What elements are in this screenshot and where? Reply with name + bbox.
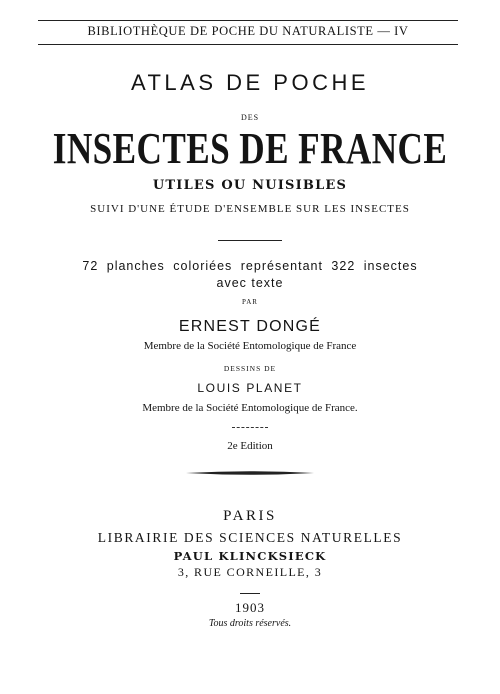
author-prefix: PAR	[242, 298, 258, 306]
title-line-1: ATLAS DE POCHE	[130, 70, 370, 95]
main-title: INSECTES DE FRANCE	[52, 124, 448, 173]
ornament-rule-3	[240, 593, 260, 594]
illustrator-role: Membre de la Société Entomologique de France.	[142, 402, 358, 414]
decorative-rule	[186, 469, 314, 477]
illustrator-prefix: DESSINS DE	[223, 364, 277, 373]
series-rule	[38, 44, 458, 45]
author-name: ERNEST DONGÉ	[178, 318, 322, 335]
publisher-name: PAUL KLINCKSIECK	[173, 549, 327, 563]
rights: Tous droits réservés.	[208, 618, 292, 629]
ornament-rule-2	[232, 427, 268, 428]
address: 3, RUE CORNEILLE, 3	[177, 565, 323, 579]
publisher: LIBRAIRIE DES SCIENCES NATURELLES	[97, 530, 403, 545]
illustrator-name: LOUIS PLANET	[197, 381, 303, 395]
top-rule	[38, 20, 458, 21]
city: PARIS	[223, 508, 277, 524]
edition: 2e Edition	[227, 440, 273, 452]
supplement-line: SUIVI D'UNE ÉTUDE D'ENSEMBLE SUR LES INSECTES	[90, 203, 410, 215]
plates-line-1: 72 planches coloriées représentant 322 insectes	[82, 259, 418, 273]
series-line: BIBLIOTHÈQUE DE POCHE DU NATURALISTE — IV	[87, 24, 409, 38]
year: 1903	[235, 600, 265, 615]
plates-line-2: avec texte	[216, 276, 284, 290]
title-connector: DES	[240, 113, 260, 122]
author-role: Membre de la Société Entomologique de France	[143, 340, 357, 352]
subtitle: UTILES OU NUISIBLES	[152, 178, 348, 193]
ornament-rule-1	[218, 240, 282, 241]
